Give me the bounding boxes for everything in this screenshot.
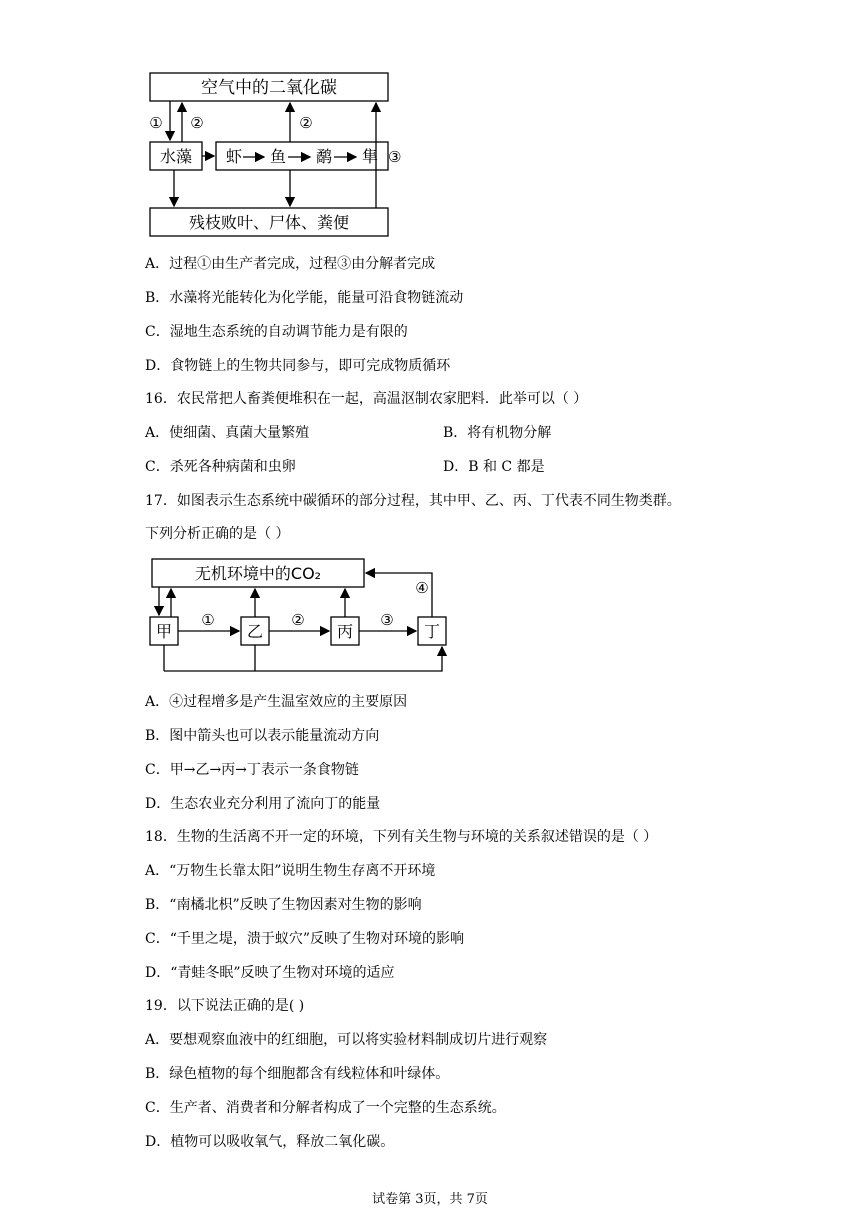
carbon-cycle-diagram-1 [140, 70, 400, 244]
q19-option-b: B．绿色植物的每个细胞都含有线粒体和叶绿体。 [145, 1066, 450, 1082]
q18-stem: 18．生物的生活离不开一定的环境，下列有关生物与环境的关系叙述错误的是（ ） [145, 829, 658, 845]
q19-option-a: A．要想观察血液中的红细胞，可以将实验材料制成切片进行观察 [145, 1032, 548, 1048]
page-footer: 试卷第 3页，共 7页 [372, 1192, 488, 1207]
diagram2-node-jia: 甲 [155, 622, 173, 641]
q17-option-c: C．甲→乙→丙→丁表示一条食物链 [145, 762, 359, 778]
diagram1-marker-2b: ② [299, 114, 313, 132]
q16-option-b: B．将有机物分解 [443, 425, 552, 441]
q15-option-d: D．食物链上的生物共同参与，即可完成物质循环 [145, 358, 451, 374]
q16-option-a: A．使细菌、真菌大量繁殖 [145, 425, 310, 441]
q17-option-b: B．图中箭头也可以表示能量流动方向 [145, 728, 380, 744]
q18-option-c: C．“千里之堤，溃于蚁穴”反映了生物对环境的影响 [145, 931, 465, 947]
q19-option-d: D．植物可以吸收氧气，释放二氧化碳。 [145, 1134, 395, 1150]
q16-option-d: D．B 和 C 都是 [443, 459, 545, 475]
q17-stem-line1: 17．如图表示生态系统中碳循环的部分过程，其中甲、乙、丙、丁代表不同生物类群。 [145, 493, 681, 509]
q17-stem-line2: 下列分析正确的是（ ） [145, 526, 290, 542]
diagram1-marker-2a: ② [190, 114, 204, 132]
diagram1-top-label: 空气中的二氧化碳 [201, 78, 337, 98]
diagram1-chain-3: 鹬 [315, 147, 333, 166]
diagram2-marker-4: ④ [415, 579, 429, 597]
diagram2-node-bing: 丙 [336, 622, 354, 641]
diagram2-marker-1: ① [201, 611, 215, 629]
q15-option-b: B．水藻将光能转化为化学能，能量可沿食物链流动 [145, 290, 464, 306]
q16-stem: 16．农民常把人畜粪便堆积在一起，高温沤制农家肥料．此举可以（ ） [145, 391, 588, 407]
diagram1-chain-1: 虾 [225, 147, 243, 166]
diagram2-node-yi: 乙 [246, 622, 264, 641]
diagram2-node-ding: 丁 [423, 622, 441, 641]
q15-option-c: C．湿地生态系统的自动调节能力是有限的 [145, 324, 408, 340]
q16-option-c: C．杀死各种病菌和虫卵 [145, 459, 296, 475]
diagram1-marker-3: ③ [388, 148, 402, 166]
diagram2-marker-3: ③ [380, 611, 394, 629]
q18-option-d: D．“青蛙冬眠”反映了生物对环境的适应 [145, 965, 395, 981]
carbon-cycle-diagram-2 [140, 555, 460, 684]
q17-option-a: A．④过程增多是产生温室效应的主要原因 [145, 694, 408, 710]
diagram1-chain-2: 鱼 [269, 147, 287, 166]
diagram1-chain-4: 隼 [361, 147, 379, 166]
q19-stem: 19．以下说法正确的是( ) [145, 998, 305, 1014]
q19-option-c: C．生产者、消费者和分解者构成了一个完整的生态系统。 [145, 1100, 506, 1116]
q15-option-a: A．过程①由生产者完成，过程③由分解者完成 [145, 256, 436, 272]
q17-option-d: D．生态农业充分利用了流向丁的能量 [145, 796, 381, 812]
diagram1-marker-1: ① [149, 114, 163, 132]
q18-option-b: B．“南橘北枳”反映了生物因素对生物的影响 [145, 897, 422, 913]
diagram2-marker-2: ② [291, 611, 305, 629]
diagram1-producer: 水藻 [159, 147, 193, 166]
diagram2-top-label: 无机环境中的CO₂ [194, 564, 322, 583]
diagram1-bottom-label: 残枝败叶、尸体、粪便 [188, 213, 350, 232]
q18-option-a: A．“万物生长靠太阳”说明生物生存离不开环境 [145, 863, 436, 879]
